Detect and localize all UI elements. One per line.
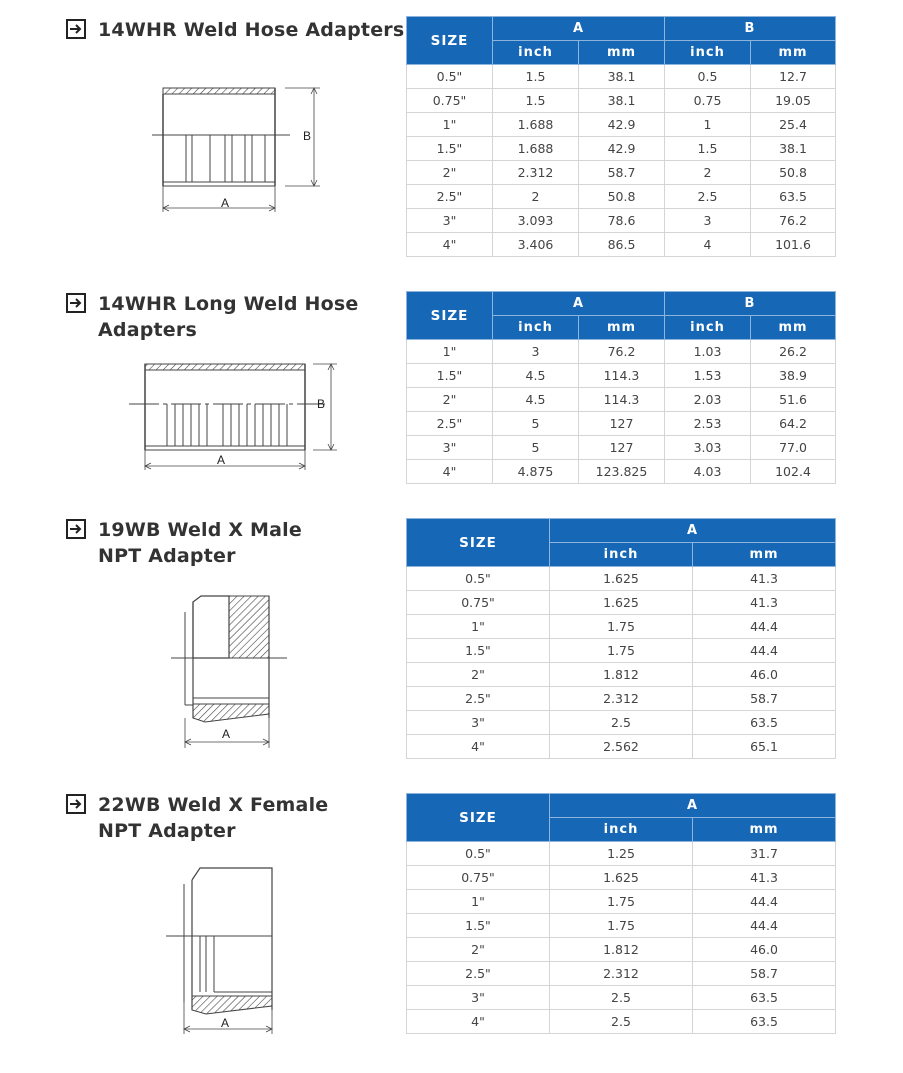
table-row <box>407 460 836 484</box>
drawing-14whr-long-weld-hose-adapter <box>125 358 345 473</box>
value-cell: 2.03 <box>665 388 751 412</box>
header-b-inch: inch <box>665 316 751 340</box>
value-cell: 58.7 <box>693 687 836 711</box>
spec-table-22wb-weld-female-npt <box>406 793 836 1034</box>
section-title: 14WHR Long Weld Hose Adapters <box>98 293 359 341</box>
size-cell: 1" <box>407 890 550 914</box>
table-row <box>407 89 836 113</box>
value-cell: 127 <box>579 412 665 436</box>
value-cell: 1.625 <box>550 591 693 615</box>
table-row <box>407 185 836 209</box>
size-cell: 1.5" <box>407 137 493 161</box>
value-cell: 42.9 <box>579 113 665 137</box>
size-cell: 0.75" <box>407 591 550 615</box>
value-cell: 123.825 <box>579 460 665 484</box>
size-cell: 0.5" <box>407 65 493 89</box>
section-title: 19WB Weld X Male NPT Adapter <box>98 519 302 567</box>
table-row <box>407 113 836 137</box>
size-cell: 4" <box>407 460 493 484</box>
value-cell: 101.6 <box>751 233 836 257</box>
header-b-mm: mm <box>751 316 836 340</box>
value-cell: 1 <box>665 113 751 137</box>
header-a-mm: mm <box>693 818 836 842</box>
header-a-inch: inch <box>550 818 693 842</box>
table-row <box>407 1010 836 1034</box>
table-row <box>407 567 836 591</box>
section-title: 14WHR Weld Hose Adapters <box>98 19 405 41</box>
value-cell: 114.3 <box>579 388 665 412</box>
value-cell: 42.9 <box>579 137 665 161</box>
value-cell: 1.5 <box>493 65 579 89</box>
value-cell: 44.4 <box>693 890 836 914</box>
value-cell: 2.5 <box>550 986 693 1010</box>
section-title: 22WB Weld X Female NPT Adapter <box>98 794 329 842</box>
value-cell: 76.2 <box>579 340 665 364</box>
table-row <box>407 340 836 364</box>
header-a-mm: mm <box>579 41 665 65</box>
value-cell: 1.5 <box>665 137 751 161</box>
header-a-mm: mm <box>693 543 836 567</box>
arrow-right-box-icon <box>66 293 86 313</box>
drawing-14whr-weld-hose-adapter <box>150 80 330 215</box>
table-row <box>407 436 836 460</box>
size-cell: 2" <box>407 663 550 687</box>
value-cell: 51.6 <box>751 388 836 412</box>
title-19wb-weld-male-npt <box>66 517 302 569</box>
table-row <box>407 233 836 257</box>
value-cell: 1.75 <box>550 639 693 663</box>
value-cell: 2 <box>665 161 751 185</box>
value-cell: 38.1 <box>579 89 665 113</box>
table-row <box>407 639 836 663</box>
value-cell: 2.562 <box>550 735 693 759</box>
value-cell: 2.312 <box>493 161 579 185</box>
value-cell: 2.53 <box>665 412 751 436</box>
value-cell: 1.812 <box>550 938 693 962</box>
size-cell: 4" <box>407 735 550 759</box>
value-cell: 3.093 <box>493 209 579 233</box>
value-cell: 41.3 <box>693 591 836 615</box>
value-cell: 0.5 <box>665 65 751 89</box>
header-b-inch: inch <box>665 41 751 65</box>
size-cell: 2.5" <box>407 185 493 209</box>
value-cell: 77.0 <box>751 436 836 460</box>
value-cell: 2.312 <box>550 962 693 986</box>
value-cell: 38.1 <box>579 65 665 89</box>
table-row <box>407 842 836 866</box>
value-cell: 0.75 <box>665 89 751 113</box>
table-row <box>407 388 836 412</box>
value-cell: 4.875 <box>493 460 579 484</box>
dimension-label-a: A <box>221 1016 230 1030</box>
size-cell: 1" <box>407 113 493 137</box>
value-cell: 2 <box>493 185 579 209</box>
drawing-19wb-weld-male-npt-adapter <box>165 590 295 750</box>
table-row <box>407 938 836 962</box>
value-cell: 127 <box>579 436 665 460</box>
header-size: SIZE <box>407 17 493 65</box>
header-group-a: A <box>493 17 665 41</box>
value-cell: 3.03 <box>665 436 751 460</box>
size-cell: 3" <box>407 986 550 1010</box>
value-cell: 41.3 <box>693 866 836 890</box>
value-cell: 3 <box>665 209 751 233</box>
size-cell: 0.75" <box>407 89 493 113</box>
table-row <box>407 866 836 890</box>
value-cell: 50.8 <box>579 185 665 209</box>
title-14whr-weld-hose <box>66 17 404 43</box>
value-cell: 50.8 <box>751 161 836 185</box>
value-cell: 38.1 <box>751 137 836 161</box>
size-cell: 1" <box>407 340 493 364</box>
header-a-inch: inch <box>550 543 693 567</box>
value-cell: 64.2 <box>751 412 836 436</box>
table-row <box>407 914 836 938</box>
size-cell: 2" <box>407 161 493 185</box>
size-cell: 2.5" <box>407 687 550 711</box>
table-row <box>407 735 836 759</box>
value-cell: 4 <box>665 233 751 257</box>
title-22wb-weld-female-npt <box>66 792 328 844</box>
header-size: SIZE <box>407 519 550 567</box>
size-cell: 1.5" <box>407 914 550 938</box>
value-cell: 31.7 <box>693 842 836 866</box>
header-a-mm: mm <box>579 316 665 340</box>
table-row <box>407 615 836 639</box>
value-cell: 1.75 <box>550 615 693 639</box>
value-cell: 1.03 <box>665 340 751 364</box>
value-cell: 12.7 <box>751 65 836 89</box>
dimension-label-a: A <box>217 453 226 467</box>
spec-table-14whr-weld-hose <box>406 16 836 257</box>
value-cell: 4.5 <box>493 388 579 412</box>
arrow-right-box-icon <box>66 519 86 539</box>
value-cell: 1.625 <box>550 866 693 890</box>
value-cell: 76.2 <box>751 209 836 233</box>
value-cell: 1.688 <box>493 137 579 161</box>
table-row <box>407 711 836 735</box>
table-row <box>407 591 836 615</box>
table-row <box>407 209 836 233</box>
value-cell: 2.5 <box>550 1010 693 1034</box>
value-cell: 46.0 <box>693 938 836 962</box>
dimension-label-b: B <box>303 129 312 143</box>
value-cell: 3.406 <box>493 233 579 257</box>
size-cell: 1.5" <box>407 639 550 663</box>
drawing-22wb-weld-female-npt-adapter <box>160 862 290 1037</box>
value-cell: 1.5 <box>493 89 579 113</box>
header-size: SIZE <box>407 794 550 842</box>
value-cell: 1.53 <box>665 364 751 388</box>
value-cell: 38.9 <box>751 364 836 388</box>
table-row <box>407 137 836 161</box>
header-group-b: B <box>665 292 836 316</box>
value-cell: 5 <box>493 412 579 436</box>
value-cell: 114.3 <box>579 364 665 388</box>
header-group-a: A <box>550 519 836 543</box>
table-row <box>407 161 836 185</box>
size-cell: 2.5" <box>407 412 493 436</box>
value-cell: 44.4 <box>693 914 836 938</box>
table-row <box>407 65 836 89</box>
value-cell: 102.4 <box>751 460 836 484</box>
value-cell: 65.1 <box>693 735 836 759</box>
table-row <box>407 962 836 986</box>
header-group-a: A <box>550 794 836 818</box>
size-cell: 3" <box>407 209 493 233</box>
value-cell: 1.25 <box>550 842 693 866</box>
value-cell: 58.7 <box>693 962 836 986</box>
value-cell: 2.5 <box>665 185 751 209</box>
value-cell: 41.3 <box>693 567 836 591</box>
dimension-label-b: B <box>317 397 326 411</box>
size-cell: 4" <box>407 1010 550 1034</box>
header-size: SIZE <box>407 292 493 340</box>
header-group-a: A <box>493 292 665 316</box>
header-a-inch: inch <box>493 41 579 65</box>
size-cell: 0.5" <box>407 567 550 591</box>
size-cell: 2" <box>407 388 493 412</box>
size-cell: 0.5" <box>407 842 550 866</box>
size-cell: 2" <box>407 938 550 962</box>
value-cell: 3 <box>493 340 579 364</box>
spec-table-14whr-long-weld-hose <box>406 291 836 484</box>
value-cell: 63.5 <box>751 185 836 209</box>
value-cell: 1.812 <box>550 663 693 687</box>
value-cell: 25.4 <box>751 113 836 137</box>
arrow-right-box-icon <box>66 19 86 39</box>
size-cell: 4" <box>407 233 493 257</box>
value-cell: 63.5 <box>693 711 836 735</box>
value-cell: 44.4 <box>693 615 836 639</box>
dimension-label-a: A <box>222 727 231 741</box>
title-14whr-long-weld-hose <box>66 291 359 343</box>
table-row <box>407 412 836 436</box>
header-b-mm: mm <box>751 41 836 65</box>
size-cell: 3" <box>407 711 550 735</box>
value-cell: 19.05 <box>751 89 836 113</box>
value-cell: 1.75 <box>550 914 693 938</box>
size-cell: 1.5" <box>407 364 493 388</box>
size-cell: 1" <box>407 615 550 639</box>
dimension-label-a: A <box>221 196 230 210</box>
table-row <box>407 890 836 914</box>
table-row <box>407 986 836 1010</box>
arrow-right-box-icon <box>66 794 86 814</box>
size-cell: 2.5" <box>407 962 550 986</box>
value-cell: 1.688 <box>493 113 579 137</box>
header-group-b: B <box>665 17 836 41</box>
spec-table-19wb-weld-male-npt <box>406 518 836 759</box>
value-cell: 46.0 <box>693 663 836 687</box>
value-cell: 63.5 <box>693 1010 836 1034</box>
value-cell: 63.5 <box>693 986 836 1010</box>
table-row <box>407 687 836 711</box>
value-cell: 2.312 <box>550 687 693 711</box>
table-row <box>407 663 836 687</box>
value-cell: 4.03 <box>665 460 751 484</box>
value-cell: 1.75 <box>550 890 693 914</box>
value-cell: 5 <box>493 436 579 460</box>
value-cell: 2.5 <box>550 711 693 735</box>
size-cell: 0.75" <box>407 866 550 890</box>
value-cell: 86.5 <box>579 233 665 257</box>
value-cell: 26.2 <box>751 340 836 364</box>
table-row <box>407 364 836 388</box>
value-cell: 58.7 <box>579 161 665 185</box>
header-a-inch: inch <box>493 316 579 340</box>
value-cell: 1.625 <box>550 567 693 591</box>
value-cell: 4.5 <box>493 364 579 388</box>
value-cell: 78.6 <box>579 209 665 233</box>
size-cell: 3" <box>407 436 493 460</box>
value-cell: 44.4 <box>693 639 836 663</box>
